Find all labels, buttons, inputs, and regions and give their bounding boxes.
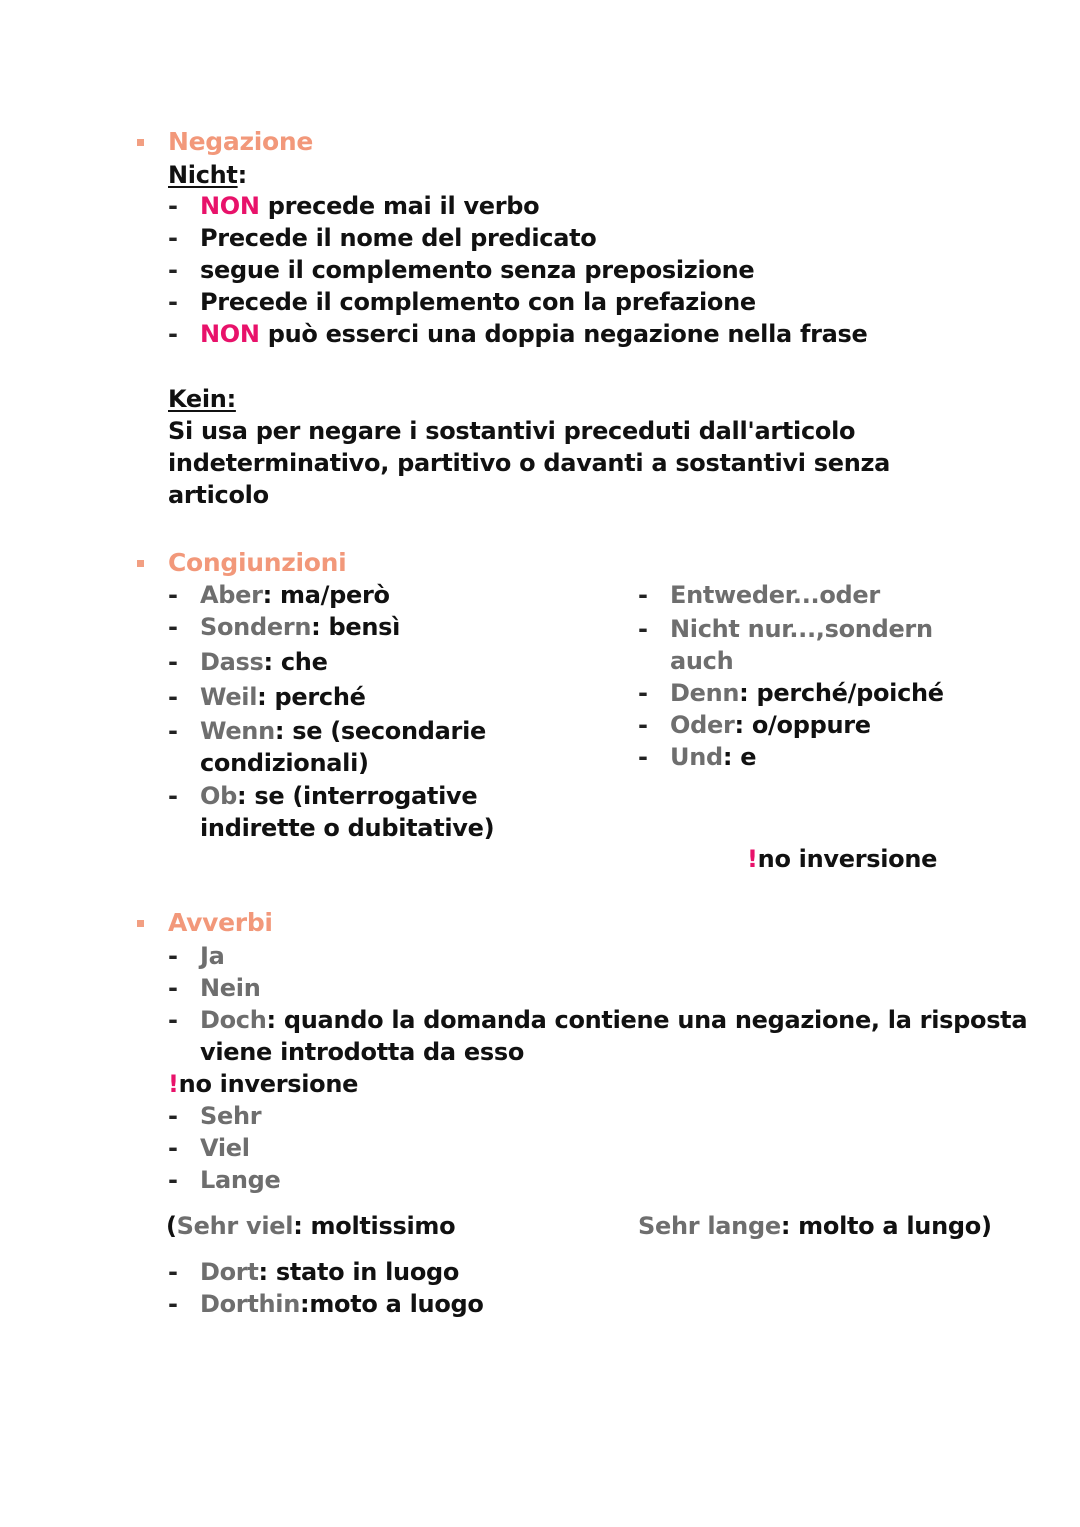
nicht-item bbox=[200, 318, 868, 350]
dash: - bbox=[168, 717, 178, 745]
dash: - bbox=[638, 615, 648, 643]
conj-sep: : bbox=[257, 683, 275, 711]
conj-term: Dass bbox=[200, 648, 264, 676]
dash: - bbox=[168, 1258, 178, 1286]
conj-item bbox=[670, 709, 871, 741]
conj-item-cont: condizionali) bbox=[200, 749, 369, 777]
dash: - bbox=[168, 1006, 178, 1034]
conj-term: Oder bbox=[670, 711, 735, 739]
dash: - bbox=[168, 1134, 178, 1162]
section-bullet bbox=[137, 560, 144, 567]
conj-term: Entweder...oder bbox=[670, 581, 880, 609]
conj-sep: : bbox=[274, 717, 293, 745]
nicht-item-text: può esserci una doppia negazione nella frase bbox=[259, 320, 868, 348]
exclamation-icon: ! bbox=[168, 1070, 179, 1098]
adverb-sep: : bbox=[780, 1212, 799, 1240]
conj-item bbox=[200, 646, 328, 678]
adverb-meaning: stato in luogo bbox=[275, 1258, 460, 1286]
conj-item bbox=[200, 611, 400, 643]
adverb-meaning: molto a lungo bbox=[798, 1212, 981, 1240]
dash: - bbox=[168, 1290, 178, 1318]
note-text: no inversione bbox=[757, 845, 938, 873]
dash: - bbox=[168, 288, 178, 316]
nicht-item bbox=[200, 254, 754, 286]
conj-item bbox=[200, 715, 486, 747]
conj-item bbox=[670, 677, 944, 709]
adverb-term: Dorthin bbox=[200, 1290, 301, 1318]
section-bullet bbox=[137, 139, 144, 146]
conj-item bbox=[200, 681, 366, 713]
dash: - bbox=[638, 743, 648, 771]
conj-item bbox=[200, 579, 390, 611]
conj-sep: : bbox=[311, 613, 329, 641]
conj-item-cont: auch bbox=[670, 647, 734, 675]
conj-sep: : bbox=[734, 711, 752, 739]
heading-negazione: Negazione bbox=[168, 127, 313, 156]
dash: - bbox=[168, 224, 178, 252]
dash: - bbox=[168, 581, 178, 609]
dash: - bbox=[168, 648, 178, 676]
adverb-sep: : bbox=[266, 1006, 284, 1034]
dash: - bbox=[168, 942, 178, 970]
adverb-note bbox=[168, 1068, 358, 1100]
dash: - bbox=[168, 320, 178, 348]
adverb-term: Sehr viel bbox=[176, 1212, 294, 1240]
compound-left bbox=[166, 1210, 455, 1242]
kein-line: indeterminativo, partitivo o davanti a sostantivi senza bbox=[168, 449, 891, 477]
dash: - bbox=[168, 613, 178, 641]
conj-sep: : bbox=[263, 648, 281, 676]
nicht-label: Nicht bbox=[168, 161, 238, 189]
compound-right bbox=[638, 1210, 992, 1242]
dash: - bbox=[638, 679, 648, 707]
heading-congiunzioni: Congiunzioni bbox=[168, 548, 347, 577]
adverb-term: Viel bbox=[200, 1134, 250, 1162]
conj-sep: : bbox=[262, 581, 281, 609]
adverb-sep: : bbox=[258, 1258, 276, 1286]
section-bullet bbox=[137, 920, 144, 927]
conj-note bbox=[747, 843, 937, 875]
dash: - bbox=[168, 974, 178, 1002]
kein-line: Si usa per negare i sostantivi preceduti dall'articolo bbox=[168, 417, 856, 445]
conj-item bbox=[670, 741, 756, 773]
adverb-term: Nein bbox=[200, 974, 261, 1002]
paren-open: ( bbox=[166, 1212, 177, 1240]
adverb-term: Lange bbox=[200, 1166, 281, 1194]
accent-non: NON bbox=[200, 192, 260, 220]
nicht-item bbox=[200, 286, 756, 318]
conj-term: Nicht nur...,sondern bbox=[670, 615, 933, 643]
conj-item bbox=[200, 780, 477, 812]
dash: - bbox=[168, 782, 178, 810]
nicht-item-text: Precede il nome del predicato bbox=[200, 224, 597, 252]
conj-sep: : bbox=[722, 743, 741, 771]
conj-term: Weil bbox=[200, 683, 258, 711]
accent-non: NON bbox=[200, 320, 260, 348]
dash: - bbox=[168, 192, 178, 220]
conj-term: Sondern bbox=[200, 613, 312, 641]
dash: - bbox=[638, 711, 648, 739]
conj-meaning: perché/poiché bbox=[756, 679, 944, 707]
adverb-term: Ja bbox=[200, 942, 225, 970]
conj-sep: : bbox=[739, 679, 757, 707]
conj-meaning: bensì bbox=[328, 613, 401, 641]
adverb-sep: : bbox=[300, 1290, 310, 1318]
conj-term: Denn bbox=[670, 679, 740, 707]
adverb-meaning: moto a luogo bbox=[309, 1290, 484, 1318]
nicht-item-text: Precede il complemento con la prefazione bbox=[200, 288, 756, 316]
adverb-item bbox=[200, 1256, 459, 1288]
paren-close: ) bbox=[980, 1212, 992, 1240]
nicht-item bbox=[200, 222, 596, 254]
conj-term: Wenn bbox=[200, 717, 275, 745]
adverb-sep: : bbox=[293, 1212, 311, 1240]
conj-meaning: e bbox=[740, 743, 757, 771]
adverb-term: Sehr lange bbox=[638, 1212, 781, 1240]
note-text: no inversione bbox=[178, 1070, 359, 1098]
dash: - bbox=[168, 1102, 178, 1130]
conj-meaning: se (secondarie bbox=[292, 717, 486, 745]
adverb-item bbox=[200, 1288, 484, 1320]
conj-meaning: ma/però bbox=[280, 581, 390, 609]
nicht-item-text: precede mai il verbo bbox=[259, 192, 540, 220]
heading-avverbi: Avverbi bbox=[168, 908, 273, 937]
kein-line: articolo bbox=[168, 481, 269, 509]
nicht-item-text: segue il complemento senza preposizione bbox=[200, 256, 755, 284]
dash: - bbox=[168, 683, 178, 711]
adverb-term: Doch bbox=[200, 1006, 267, 1034]
dash: - bbox=[168, 256, 178, 284]
adverb-term: Sehr bbox=[200, 1102, 262, 1130]
conj-sep: : bbox=[236, 782, 255, 810]
adverb-item bbox=[200, 1004, 1027, 1036]
conj-term: Ob bbox=[200, 782, 237, 810]
kein-label: Kein: bbox=[168, 385, 236, 413]
exclamation-icon: ! bbox=[747, 845, 758, 873]
nicht-item bbox=[200, 190, 539, 222]
conj-meaning: o/oppure bbox=[751, 711, 871, 739]
adverb-item-cont: viene introdotta da esso bbox=[200, 1038, 525, 1066]
adverb-term: Dort bbox=[200, 1258, 259, 1286]
conj-meaning: perché bbox=[274, 683, 366, 711]
conj-meaning: se (interrogative bbox=[254, 782, 478, 810]
adverb-meaning: moltissimo bbox=[310, 1212, 456, 1240]
dash: - bbox=[638, 581, 648, 609]
dash: - bbox=[168, 1166, 178, 1194]
adverb-meaning: quando la domanda contiene una negazione, la risposta bbox=[283, 1006, 1028, 1034]
conj-meaning: che bbox=[280, 648, 328, 676]
nicht-colon: : bbox=[237, 161, 247, 189]
conj-item-cont: indirette o dubitative) bbox=[200, 814, 495, 842]
nicht-label-line bbox=[168, 159, 247, 191]
conj-term: Aber bbox=[200, 581, 263, 609]
conj-term: Und bbox=[670, 743, 723, 771]
